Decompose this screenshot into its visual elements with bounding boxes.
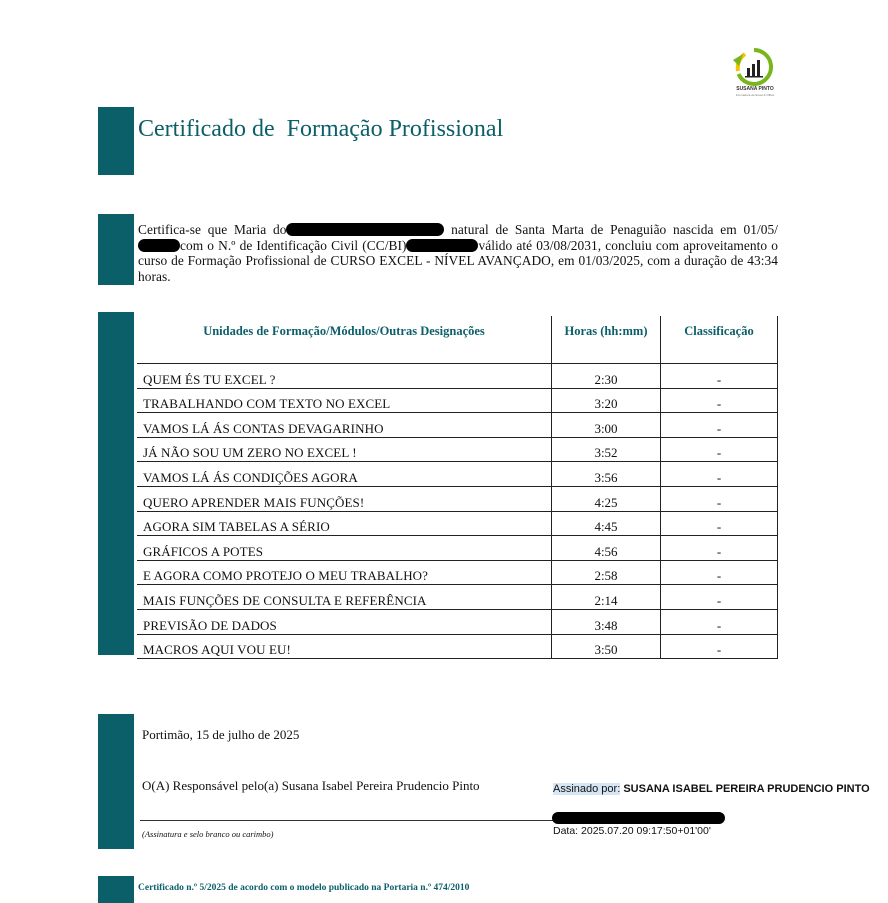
table-row — [137, 536, 778, 561]
unit-name-cell: VAMOS LÁ ÁS CONDIÇÕES AGORA — [137, 462, 552, 487]
responsible-person: O(A) Responsável pelo(a) Susana Isabel Pereira Prudencio Pinto — [142, 778, 480, 793]
unit-hours-cell: 2:58 — [552, 560, 661, 585]
table-row — [137, 609, 778, 634]
unit-hours-cell: 3:00 — [552, 413, 661, 438]
logo-tagline: Formadora de Excel & Office — [735, 93, 775, 97]
table-row — [137, 462, 778, 487]
unit-classification-cell: - — [661, 536, 778, 561]
table-row — [137, 388, 778, 413]
signature-line — [140, 820, 555, 821]
place-and-date: Portimão, 15 de julho de 2025 — [142, 727, 300, 742]
unit-hours-cell: 4:56 — [552, 536, 661, 561]
header-units: Unidades de Formação/Módulos/Outras Designações — [137, 316, 552, 364]
logo-name: SUSANA PINTO — [736, 86, 774, 92]
statement-part-4: válido até 03/08/2031, concluiu com aproveitamento o curso de Formação Profissional de CURSO EXCEL - NÍVEL AVANÇADO, em 01/03/2025, com a duração de 43:34 horas. — [138, 237, 778, 284]
unit-name-cell: AGORA SIM TABELAS A SÉRIO — [137, 511, 552, 536]
unit-classification-cell: - — [661, 511, 778, 536]
table-row — [137, 364, 778, 389]
unit-name-cell: E AGORA COMO PROTEJO O MEU TRABALHO? — [137, 560, 552, 585]
redaction-name — [286, 223, 444, 236]
digital-signature — [553, 783, 870, 796]
signature-date: Data: 2025.07.20 09:17:50+01'00' — [553, 825, 711, 837]
unit-name-cell: JÁ NÃO SOU UM ZERO NO EXCEL ! — [137, 437, 552, 462]
redaction-birth-year — [138, 239, 180, 252]
unit-hours-cell: 3:50 — [552, 634, 661, 659]
unit-classification-cell: - — [661, 413, 778, 438]
header-hours: Horas (hh:mm) — [552, 316, 661, 364]
unit-classification-cell: - — [661, 388, 778, 413]
unit-classification-cell: - — [661, 609, 778, 634]
signed-by-name: SUSANA ISABEL PEREIRA PRUDENCIO PINTO — [623, 783, 870, 795]
redaction-id-number — [406, 239, 478, 252]
unit-classification-cell: - — [661, 560, 778, 585]
table-header-row — [137, 316, 778, 364]
unit-hours-cell: 3:20 — [552, 388, 661, 413]
intro-bar — [98, 214, 134, 285]
unit-name-cell: PREVISÃO DE DADOS — [137, 609, 552, 634]
table-row — [137, 585, 778, 610]
unit-classification-cell: - — [661, 462, 778, 487]
unit-name-cell: MAIS FUNÇÕES DE CONSULTA E REFERÊNCIA — [137, 585, 552, 610]
unit-hours-cell: 3:52 — [552, 437, 661, 462]
table-row — [137, 486, 778, 511]
table-row — [137, 560, 778, 585]
table-row — [137, 511, 778, 536]
unit-name-cell: TRABALHANDO COM TEXTO NO EXCEL — [137, 388, 552, 413]
table-row — [137, 634, 778, 659]
unit-hours-cell: 3:56 — [552, 462, 661, 487]
unit-classification-cell: - — [661, 486, 778, 511]
unit-hours-cell: 3:48 — [552, 609, 661, 634]
certificate-statement — [138, 222, 778, 284]
unit-name-cell: QUEM ÉS TU EXCEL ? — [137, 364, 552, 389]
unit-name-cell: GRÁFICOS A POTES — [137, 536, 552, 561]
table-row — [137, 413, 778, 438]
unit-hours-cell: 4:45 — [552, 511, 661, 536]
unit-hours-cell: 4:25 — [552, 486, 661, 511]
training-units-table — [137, 316, 778, 659]
unit-classification-cell: - — [661, 437, 778, 462]
title-bar — [98, 107, 134, 175]
unit-hours-cell: 2:30 — [552, 364, 661, 389]
unit-hours-cell: 2:14 — [552, 585, 661, 610]
unit-name-cell: MACROS AQUI VOU EU! — [137, 634, 552, 659]
unit-name-cell: VAMOS LÁ ÁS CONTAS DEVAGARINHO — [137, 413, 552, 438]
unit-name-cell: QUERO APRENDER MAIS FUNÇÕES! — [137, 486, 552, 511]
logo-icon — [731, 44, 777, 92]
signature-bar — [98, 714, 134, 849]
header-classification: Classificação — [661, 316, 778, 364]
signature-note: (Assinatura e selo branco ou carimbo) — [142, 829, 274, 839]
statement-part-1: Certifica-se que Maria do — [138, 222, 287, 237]
signed-by-label: Assinado por: — [553, 783, 621, 795]
footer-legal-note: Certificado n.º 5/2025 de acordo com o modelo publicado na Portaria n.º 474/2010 — [138, 883, 470, 893]
unit-classification-cell: - — [661, 585, 778, 610]
statement-part-3: com o N.º de Identificação Civil (CC/BI) — [180, 237, 407, 253]
unit-classification-cell: - — [661, 364, 778, 389]
redaction-signature — [552, 812, 725, 824]
page-title: Certificado de Formação Profissional — [138, 116, 504, 142]
statement-part-2: natural de Santa Marta de Penaguião nascida em 01/05/ — [444, 222, 778, 237]
unit-classification-cell: - — [661, 634, 778, 659]
table-row — [137, 437, 778, 462]
table-bar — [98, 312, 134, 655]
footer-bar — [98, 876, 134, 903]
